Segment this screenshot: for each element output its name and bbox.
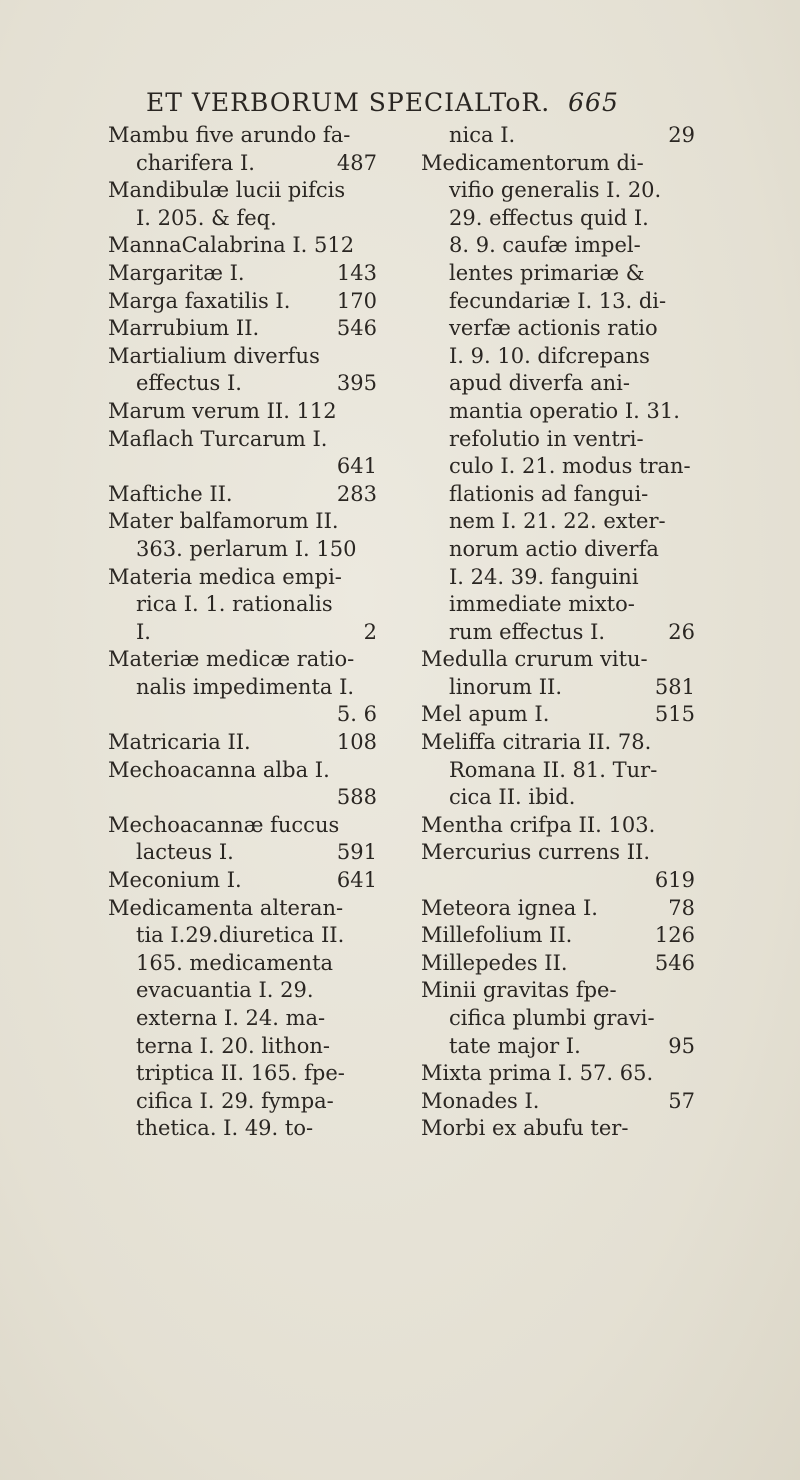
index-line — [421, 481, 701, 509]
index-line — [108, 922, 383, 950]
index-line — [421, 701, 701, 729]
page-reference: 588 — [336, 785, 377, 810]
index-line — [108, 757, 383, 785]
right-index-column — [421, 122, 701, 1143]
index-entry-text: 363. perlarum I. 150 — [136, 536, 357, 561]
index-entry-text: 8. 9. caufæ impel- — [449, 233, 641, 258]
page-reference: 515 — [654, 702, 695, 727]
index-line — [108, 122, 383, 150]
index-entry-text: Mixta prima I. 57. 65. — [421, 1061, 654, 1086]
index-line — [421, 508, 701, 536]
index-entry-text: fecundariæ I. 13. di- — [449, 288, 667, 313]
running-head-title: ET VERBORUM SPECIALToR. — [146, 88, 551, 117]
index-line — [421, 757, 701, 785]
index-entry-text: tate major I. — [449, 1033, 581, 1058]
index-entry-text: tia I.29.diuretica II. — [136, 923, 345, 948]
index-line — [108, 591, 383, 619]
index-line — [421, 177, 701, 205]
index-entry-text: Medulla crurum vitu- — [421, 647, 648, 672]
index-line — [108, 260, 383, 288]
index-line — [421, 646, 701, 674]
index-line — [108, 232, 383, 260]
index-entry-text: cifica I. 29. fympa- — [136, 1088, 334, 1113]
index-line — [421, 1115, 701, 1143]
index-line — [421, 674, 701, 702]
index-line — [421, 426, 701, 454]
index-entry-text: immediate mixto- — [449, 592, 635, 617]
index-entry-text: Margaritæ I. — [108, 260, 245, 285]
page-number: 665 — [568, 88, 619, 117]
index-entry-text: externa I. 24. ma- — [136, 1006, 326, 1030]
index-line — [108, 867, 383, 895]
index-entry-text: norum actio diverfa — [449, 536, 659, 561]
running-head — [146, 88, 619, 117]
index-line — [108, 784, 383, 812]
index-line — [108, 315, 383, 343]
index-line — [108, 812, 383, 840]
page-reference: 57 — [668, 1088, 695, 1113]
index-line — [108, 343, 383, 371]
index-entry-text: Marum verum II. 112 — [108, 398, 337, 423]
index-line — [421, 150, 701, 178]
index-line — [108, 1033, 383, 1061]
index-line — [421, 619, 701, 647]
index-entry-text: Materiæ medicæ ratio- — [108, 647, 355, 672]
index-entry-text: Mel apum I. — [421, 702, 550, 727]
index-entry-text: terna I. 20. lithon- — [136, 1033, 331, 1058]
index-entry-text: vifio generalis I. 20. — [449, 178, 662, 203]
index-entry-text: Mater balfamorum II. — [108, 509, 339, 534]
page-reference: 26 — [668, 619, 695, 644]
index-line — [421, 370, 701, 398]
index-entry-text: Mentha crifpa II. 103. — [421, 812, 656, 837]
page-reference: 108 — [336, 730, 377, 755]
index-entry-text: Romana II. 81. Tur- — [449, 757, 658, 782]
index-line — [421, 315, 701, 343]
index-line — [108, 453, 383, 481]
index-line — [421, 1060, 701, 1088]
page-reference: 143 — [336, 260, 377, 285]
index-entry-text: charifera I. — [136, 150, 255, 175]
index-entry-text: Maflach Turcarum I. — [108, 426, 328, 451]
index-line — [421, 784, 701, 812]
index-line — [108, 895, 383, 923]
index-line — [421, 839, 701, 867]
index-entry-text: Matricaria II. — [108, 730, 251, 755]
index-entry-text: 165. medicamenta — [136, 950, 334, 975]
index-entry-text: Meliffa citraria II. 78. — [421, 730, 652, 755]
index-line — [421, 232, 701, 260]
index-line — [108, 619, 383, 647]
index-entry-text: lentes primariæ & — [449, 260, 645, 285]
index-line — [421, 867, 701, 895]
index-line — [108, 646, 383, 674]
page-reference: 170 — [336, 288, 377, 313]
index-entry-text: lacteus I. — [136, 840, 234, 865]
index-line — [421, 260, 701, 288]
index-line — [421, 895, 701, 923]
index-entry-text: refolutio in ventri- — [449, 426, 644, 451]
index-line — [421, 453, 701, 481]
page-reference: 29 — [668, 123, 695, 147]
index-entry-text: Materia medica empi- — [108, 564, 342, 589]
index-entry-text: Medicamentorum di- — [421, 150, 644, 175]
index-line — [108, 1088, 383, 1116]
index-line — [108, 564, 383, 592]
index-line — [108, 977, 383, 1005]
index-line — [421, 1033, 701, 1061]
index-entry-text: Minii gravitas fpe- — [421, 978, 617, 1003]
index-line — [108, 288, 383, 316]
index-entry-text: I. 205. & feq. — [136, 205, 277, 230]
index-entry-text: Morbi ex abufu ter- — [421, 1116, 629, 1141]
index-entry-text: nem I. 21. 22. exter- — [449, 509, 666, 534]
index-line — [421, 950, 701, 978]
page-reference: 78 — [668, 895, 695, 920]
index-entry-text: nalis impedimenta I. — [136, 674, 355, 699]
index-entry-text: Martialium diverfus — [108, 343, 320, 368]
index-line — [421, 922, 701, 950]
index-entry-text: flationis ad fangui- — [449, 481, 649, 506]
index-line — [421, 536, 701, 564]
index-entry-text: Meconium I. — [108, 868, 242, 893]
index-entry-text: Monades I. — [421, 1088, 540, 1113]
index-entry-text: Meteora ignea I. — [421, 895, 598, 920]
index-line — [108, 950, 383, 978]
index-entry-text: apud diverfa ani- — [449, 371, 630, 396]
index-line — [108, 398, 383, 426]
index-entry-text: mantia operatio I. 31. — [449, 398, 680, 423]
index-line — [108, 1005, 383, 1033]
index-entry-text: Mandibulæ lucii pifcis — [108, 178, 346, 203]
index-entry-text: cica II. ibid. — [449, 785, 576, 810]
index-entry-text: Millepedes II. — [421, 950, 568, 975]
page-reference: 395 — [336, 371, 377, 396]
index-entry-text: MannaCalabrina I. 512 — [108, 233, 355, 258]
page-reference: 5. 6 — [336, 702, 377, 727]
index-line — [421, 122, 701, 150]
page-reference: 641 — [336, 454, 377, 479]
index-entry-text: 29. effectus quid I. — [449, 205, 649, 230]
index-line — [108, 205, 383, 233]
index-entry-text: Marga faxatilis I. — [108, 288, 291, 313]
index-entry-text: verfæ actionis ratio — [449, 316, 658, 341]
page-reference: 581 — [654, 674, 695, 699]
index-line — [421, 812, 701, 840]
page-reference: 546 — [336, 316, 377, 341]
index-entry-text: Mercurius currens II. — [421, 840, 651, 865]
index-line — [421, 1005, 701, 1033]
index-line — [108, 481, 383, 509]
index-entry-text: thetica. I. 49. to- — [136, 1116, 314, 1141]
index-line — [421, 564, 701, 592]
index-entry-text: Millefolium II. — [421, 923, 573, 948]
index-entry-text: effectus I. — [136, 371, 242, 396]
index-entry-text: Mechoacannæ fuccus — [108, 812, 340, 837]
index-entry-text: Mechoacanna alba I. — [108, 757, 330, 782]
index-line — [108, 674, 383, 702]
index-entry-text: triptica II. 165. fpe- — [136, 1061, 345, 1086]
page-reference: 126 — [654, 923, 695, 948]
index-line — [421, 729, 701, 757]
index-line — [421, 343, 701, 371]
index-entry-text: Maftiche II. — [108, 481, 233, 506]
index-line — [108, 839, 383, 867]
page-reference: 487 — [336, 150, 377, 175]
page-reference: 546 — [654, 950, 695, 975]
page-reference: 591 — [336, 840, 377, 865]
index-line — [108, 729, 383, 757]
page-reference: 95 — [668, 1033, 695, 1058]
page-reference: 2 — [363, 619, 377, 644]
index-line — [108, 426, 383, 454]
left-index-column — [108, 122, 383, 1143]
index-entry-text: I. 24. 39. fanguini — [449, 564, 639, 589]
index-entry-text: I. 9. 10. difcrepans — [449, 343, 650, 368]
index-line — [108, 150, 383, 178]
index-line — [421, 398, 701, 426]
index-line — [108, 1115, 383, 1143]
page-reference: 641 — [336, 868, 377, 893]
index-entry-text: Marrubium II. — [108, 316, 260, 341]
index-line — [108, 370, 383, 398]
index-entry-text: cifica plumbi gravi- — [449, 1006, 655, 1030]
index-entry-text: I. — [136, 619, 151, 644]
index-entry-text: nica I. — [449, 123, 516, 147]
index-entry-text: Mambu five arundo fa- — [108, 123, 351, 147]
index-line — [421, 205, 701, 233]
index-line — [108, 536, 383, 564]
index-entry-text: Medicamenta alteran- — [108, 895, 344, 920]
index-line — [421, 288, 701, 316]
index-entry-text: rica I. 1. rationalis — [136, 592, 333, 617]
index-line — [421, 591, 701, 619]
page-reference: 619 — [654, 868, 695, 893]
index-line — [421, 977, 701, 1005]
index-line — [421, 1088, 701, 1116]
page-reference: 283 — [336, 481, 377, 506]
index-entry-text: rum effectus I. — [449, 619, 606, 644]
index-line — [108, 508, 383, 536]
index-entry-text: culo I. 21. modus tran- — [449, 454, 691, 479]
index-line — [108, 1060, 383, 1088]
index-line — [108, 701, 383, 729]
index-line — [108, 177, 383, 205]
index-entry-text: evacuantia I. 29. — [136, 978, 314, 1003]
index-entry-text: linorum II. — [449, 674, 563, 699]
